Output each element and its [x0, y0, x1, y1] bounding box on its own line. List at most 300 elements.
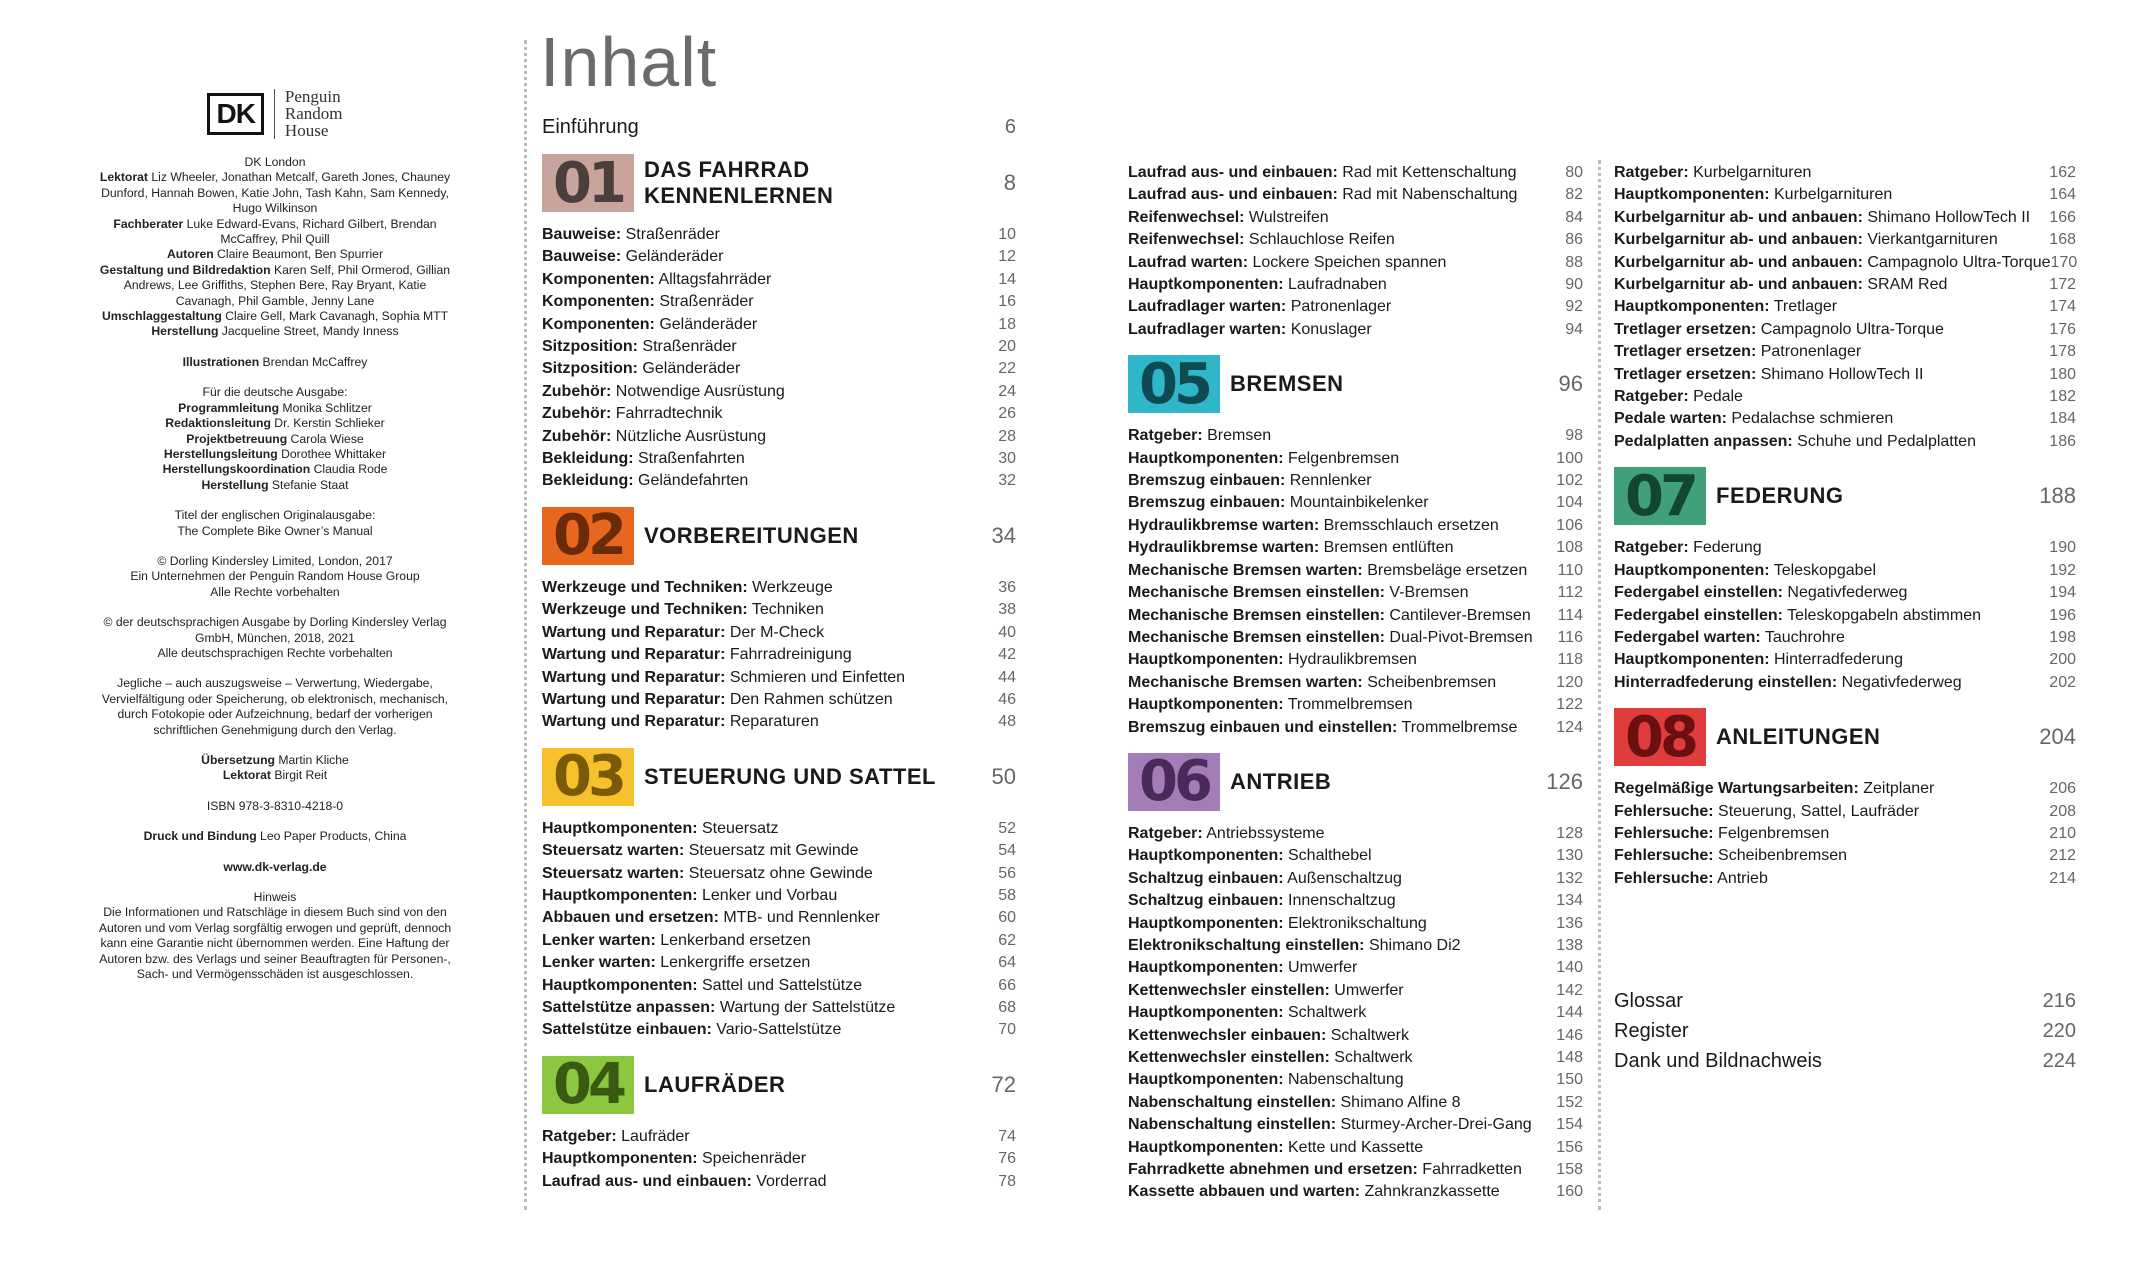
- toc-entry[interactable]: [542, 269, 1016, 291]
- toc-entry-topic: Ratgeber:: [1614, 388, 1689, 406]
- imprint-line: [95, 508, 455, 523]
- toc-entry-topic: Regelmäßige Wartungsarbeiten:: [1614, 780, 1859, 798]
- chapter-number-badge: 03: [542, 748, 634, 806]
- toc-entry[interactable]: [1128, 229, 1583, 251]
- toc-entry-subject: Antriebssysteme: [1202, 824, 1325, 842]
- toc-entry[interactable]: [1128, 1092, 1583, 1114]
- toc-entry-label: [1614, 274, 1947, 296]
- toc-entry[interactable]: [1614, 537, 2076, 559]
- toc-entry-page: 62: [998, 931, 1016, 949]
- toc-entry-subject: Lenker und Vorbau: [697, 886, 838, 904]
- toc-entry-label: [1128, 1159, 1522, 1181]
- toc-entry-topic: Reifenwechsel:: [1128, 208, 1245, 226]
- toc-entry[interactable]: [1128, 890, 1583, 912]
- toc-entry-topic: Lenker warten:: [542, 931, 656, 949]
- toc-entry-topic: Federgabel einstellen:: [1614, 606, 1783, 624]
- toc-entry[interactable]: [1614, 627, 2076, 649]
- toc-entry[interactable]: [1614, 408, 2076, 430]
- toc-entry-subject: Geländeräder: [654, 315, 758, 333]
- toc-entry[interactable]: [542, 1019, 1016, 1041]
- toc-entry-label: [542, 1126, 690, 1148]
- toc-entry-topic: Kassette abbauen und warten:: [1128, 1183, 1361, 1201]
- toc-entry[interactable]: [1614, 386, 2076, 408]
- toc-entry[interactable]: [542, 358, 1016, 380]
- toc-entry[interactable]: [1128, 582, 1583, 604]
- toc-entry[interactable]: [1614, 431, 2076, 453]
- toc-entry[interactable]: [1128, 252, 1583, 274]
- toc-entry-label: [1128, 1114, 1532, 1136]
- toc-entry[interactable]: [542, 644, 1016, 666]
- chapter-number-badge: 02: [542, 507, 634, 565]
- toc-entry-label: [542, 426, 766, 448]
- toc-entry-label: [1128, 980, 1404, 1002]
- toc-entry[interactable]: [1128, 717, 1583, 739]
- toc-entry-topic: Wartung und Reparatur:: [542, 713, 726, 731]
- chapter-heading-02[interactable]: [542, 503, 1016, 569]
- toc-entry-page: 210: [2049, 824, 2076, 842]
- toc-entry-topic: Bremszug einbauen und einstellen:: [1128, 718, 1398, 736]
- toc-entry[interactable]: [1128, 560, 1583, 582]
- imprint-column: [95, 88, 455, 982]
- toc-entry-topic: Kurbelgarnitur ab- und anbauen:: [1614, 208, 1863, 226]
- toc-entry-label: [1128, 627, 1533, 649]
- toc-entry[interactable]: [542, 1171, 1016, 1193]
- toc-entry-topic: Ratgeber:: [542, 1127, 617, 1145]
- toc-entry-subject: Rennlenker: [1285, 472, 1372, 490]
- chapter-heading-07[interactable]: [1614, 463, 2076, 529]
- imprint-label: Druck und Bindung: [143, 829, 257, 844]
- imprint-gap: [95, 784, 455, 799]
- toc-entry-subject: Patronenlager: [1286, 298, 1392, 316]
- imprint-line: [95, 478, 455, 493]
- toc-entry-subject: Shimano Alfine 8: [1336, 1093, 1461, 1111]
- chapter-heading-04[interactable]: [542, 1052, 1016, 1118]
- toc-entry-label: [1128, 649, 1417, 671]
- toc-entry-page: 30: [998, 450, 1016, 468]
- toc-entry-topic: Hauptkomponenten:: [1614, 186, 1770, 204]
- toc-entry-page: 182: [2049, 388, 2076, 406]
- chapter-page: 50: [991, 763, 1016, 789]
- toc-entry[interactable]: [1128, 207, 1583, 229]
- toc-entry-page: 116: [1557, 628, 1583, 646]
- toc-entry[interactable]: [1614, 823, 2076, 845]
- toc-entry-topic: Hauptkomponenten:: [1128, 1138, 1284, 1156]
- toc-entry[interactable]: [1614, 252, 2076, 274]
- toc-entry-subject: Trommelbremse: [1397, 718, 1518, 736]
- toc-entry-subject: Innenschaltzug: [1283, 892, 1396, 910]
- toc-entry[interactable]: [1128, 627, 1583, 649]
- toc-entry-topic: Komponenten:: [542, 315, 655, 333]
- toc-entry-subject: Schalthebel: [1283, 847, 1372, 865]
- toc-entry-label: [1128, 470, 1372, 492]
- toc-entry[interactable]: [1128, 823, 1583, 845]
- toc-entry-topic: Hauptkomponenten:: [1614, 561, 1770, 579]
- toc-entry[interactable]: [1614, 778, 2076, 800]
- toc-entry-page: 134: [1556, 892, 1583, 910]
- toc-entry-topic: Tretlager ersetzen:: [1614, 320, 1757, 338]
- toc-entry-topic: Werkzeuge und Techniken:: [542, 578, 748, 596]
- imprint-line: [95, 554, 455, 569]
- chapter-heading-03[interactable]: [542, 744, 1016, 810]
- toc-entry-topic: Laufradlager warten:: [1128, 320, 1287, 338]
- toc-entry[interactable]: [1128, 296, 1583, 318]
- toc-entry-subject: Der M-Check: [725, 623, 825, 641]
- toc-entry-label: [542, 269, 771, 291]
- toc-entry[interactable]: [1128, 672, 1583, 694]
- toc-entry-label: [542, 381, 785, 403]
- imprint-text: © der deutschsprachigen Ausgabe by Dorling Kindersley Verlag GmbH, München, 2018, 2021: [103, 615, 447, 645]
- chapter-number-badge: 04: [542, 1056, 634, 1114]
- toc-entry-subject: Lockere Speichen spannen: [1248, 253, 1447, 271]
- toc-entry[interactable]: [1128, 425, 1583, 447]
- toc-entry-topic: Hauptkomponenten:: [542, 886, 698, 904]
- toc-entry-topic: Hauptkomponenten:: [542, 1150, 698, 1168]
- toc-entry[interactable]: [1128, 448, 1583, 470]
- chapter-heading-08[interactable]: [1614, 704, 2076, 770]
- imprint-text: Für die deutsche Ausgabe:: [202, 385, 348, 400]
- endmatter-entry[interactable]: [1614, 1046, 2076, 1076]
- imprint-text: Carola Wiese: [287, 431, 364, 446]
- toc-entry-topic: Fehlersuche:: [1614, 824, 1714, 842]
- imprint-text: Claire Beaumont, Ben Spurrier: [213, 247, 384, 262]
- toc-entry[interactable]: [1614, 560, 2076, 582]
- toc-entry-page: 14: [998, 270, 1016, 288]
- toc-entry-topic: Hauptkomponenten:: [1128, 449, 1284, 467]
- imprint-text: Dr. Kerstin Schlieker: [270, 416, 385, 431]
- prh-logo: Penguin Random House: [284, 87, 343, 140]
- toc-entry-label: [1128, 1181, 1500, 1203]
- toc-entry-page: 146: [1556, 1026, 1583, 1044]
- imprint-line: [95, 585, 455, 600]
- toc-entry[interactable]: [1128, 537, 1583, 559]
- toc-entry[interactable]: [1614, 184, 2076, 206]
- toc-entry[interactable]: [1614, 341, 2076, 363]
- toc-entry[interactable]: [542, 403, 1016, 425]
- toc-entry[interactable]: [1128, 515, 1583, 537]
- toc-entry-label: [542, 577, 833, 599]
- toc-entry-topic: Laufrad aus- und einbauen:: [1128, 186, 1338, 204]
- toc-entry[interactable]: [1128, 1114, 1583, 1136]
- toc-entry[interactable]: [1128, 935, 1583, 957]
- toc-entry-label: [1614, 184, 1892, 206]
- toc-entry-subject: Scheibenbremsen: [1713, 847, 1848, 865]
- toc-entry-subject: SRAM Red: [1862, 276, 1948, 294]
- toc-entry-page: 170: [2050, 253, 2078, 271]
- toc-column-3-entries: [1614, 162, 2076, 890]
- toc-entry-subject: Tauchrohre: [1760, 628, 1845, 646]
- toc-entry[interactable]: [542, 599, 1016, 621]
- toc-entry[interactable]: [542, 952, 1016, 974]
- toc-entry-page: 184: [2049, 410, 2076, 428]
- toc-entry[interactable]: [542, 975, 1016, 997]
- imprint-label: Herstellung: [151, 324, 219, 339]
- toc-entry-topic: Hauptkomponenten:: [1614, 298, 1770, 316]
- toc-entry-page: 40: [998, 623, 1016, 641]
- toc-entry[interactable]: [1614, 801, 2076, 823]
- toc-entry[interactable]: [542, 291, 1016, 313]
- toc-entry-topic: Bekleidung:: [542, 472, 634, 490]
- chapter-number-badge: 05: [1128, 355, 1220, 413]
- imprint-line: [95, 432, 455, 447]
- toc-entry[interactable]: [1614, 649, 2076, 671]
- toc-entry-subject: Campagnolo Ultra-Torque: [1756, 320, 1944, 338]
- toc-entry[interactable]: [1128, 605, 1583, 627]
- toc-entry-page: 138: [1556, 936, 1583, 954]
- toc-entry-subject: Umwerfer: [1329, 981, 1404, 999]
- toc-entry[interactable]: [542, 863, 1016, 885]
- toc-entry[interactable]: [1128, 649, 1583, 671]
- toc-entry-page: 176: [2049, 320, 2076, 338]
- toc-entry[interactable]: [542, 907, 1016, 929]
- toc-entry-topic: Hauptkomponenten:: [542, 976, 698, 994]
- chapter-number-badge: 01: [542, 154, 634, 212]
- toc-entry[interactable]: [1128, 1137, 1583, 1159]
- toc-entry-topic: Hauptkomponenten:: [1128, 276, 1284, 294]
- toc-entry-subject: Lenkergriffe ersetzen: [655, 954, 811, 972]
- toc-entry-page: 80: [1565, 164, 1583, 181]
- toc-entry-page: 142: [1556, 981, 1583, 999]
- imprint-line: [95, 569, 455, 584]
- toc-entry[interactable]: [542, 885, 1016, 907]
- toc-entry-page: 206: [2049, 780, 2076, 798]
- toc-entry[interactable]: [542, 840, 1016, 862]
- toc-entry[interactable]: [542, 336, 1016, 358]
- toc-entry-topic: Nabenschaltung einstellen:: [1128, 1093, 1337, 1111]
- toc-entry[interactable]: [1128, 1025, 1583, 1047]
- endmatter-entry[interactable]: [1614, 986, 2076, 1016]
- chapter-title: ANLEITUNGEN: [1716, 724, 1881, 750]
- imprint-line: [95, 860, 455, 875]
- chapter-page: 96: [1558, 371, 1583, 397]
- toc-entry[interactable]: [1614, 296, 2076, 318]
- toc-entry[interactable]: [1614, 162, 2076, 184]
- toc-intro[interactable]: [542, 114, 1016, 140]
- toc-entry-page: 120: [1556, 673, 1583, 691]
- toc-entry[interactable]: [1128, 1002, 1583, 1024]
- toc-entry-topic: Laufrad warten:: [1128, 253, 1249, 271]
- toc-entry-topic: Schaltzug einbauen:: [1128, 869, 1284, 887]
- toc-entry-subject: Geländeräder: [637, 360, 741, 378]
- toc-entry-page: 36: [998, 578, 1016, 596]
- toc-entry[interactable]: [542, 818, 1016, 840]
- toc-entry[interactable]: [542, 667, 1016, 689]
- toc-entry[interactable]: [542, 448, 1016, 470]
- toc-entry-page: 144: [1556, 1004, 1583, 1022]
- toc-entry[interactable]: [1128, 694, 1583, 716]
- toc-entry-page: 112: [1557, 584, 1583, 602]
- toc-entry-page: 118: [1557, 651, 1583, 669]
- toc-entry-label: [1128, 229, 1395, 251]
- toc-entry-label: [542, 711, 819, 733]
- imprint-line: [95, 799, 455, 814]
- toc-entry[interactable]: [542, 689, 1016, 711]
- toc-entry[interactable]: [1614, 845, 2076, 867]
- toc-entry[interactable]: [542, 577, 1016, 599]
- toc-entry[interactable]: [1128, 274, 1583, 296]
- toc-entry-subject: Straßenräder: [637, 338, 737, 356]
- toc-entry[interactable]: [542, 930, 1016, 952]
- toc-entry-page: 86: [1565, 231, 1583, 249]
- toc-entry[interactable]: [1614, 207, 2076, 229]
- imprint-line: [95, 217, 455, 248]
- toc-entry-label: [542, 448, 745, 470]
- toc-entry-page: 58: [998, 886, 1016, 904]
- toc-entry[interactable]: [1128, 1159, 1583, 1181]
- imprint-label: Redaktionsleitung: [165, 416, 271, 431]
- toc-entry-page: 132: [1556, 869, 1583, 887]
- toc-entry-topic: Kettenwechsler einstellen:: [1128, 981, 1330, 999]
- toc-entry-subject: Dual-Pivot-Bremsen: [1384, 628, 1533, 646]
- imprint-text: Hinweis: [253, 890, 297, 905]
- toc-entry[interactable]: [1614, 274, 2076, 296]
- toc-entry-topic: Kurbelgarnitur ab- und anbauen:: [1614, 276, 1863, 294]
- toc-entry[interactable]: [1128, 980, 1583, 1002]
- toc-entry-subject: Cantilever-Bremsen: [1384, 606, 1531, 624]
- toc-entry[interactable]: [1128, 957, 1583, 979]
- toc-entry-subject: Schaltwerk: [1326, 1026, 1409, 1044]
- chapter-heading-05[interactable]: [1128, 351, 1583, 417]
- imprint-line: [95, 324, 455, 339]
- chapter-heading-01[interactable]: [542, 150, 1016, 216]
- toc-entry-page: 26: [998, 405, 1016, 423]
- toc-entry[interactable]: [1128, 492, 1583, 514]
- toc-entry[interactable]: [542, 1148, 1016, 1170]
- toc-entry-label: [542, 907, 880, 929]
- imprint-label: Illustrationen: [182, 354, 260, 369]
- toc-entry[interactable]: [1128, 162, 1583, 184]
- toc-entry-label: [1128, 425, 1271, 447]
- toc-entry-label: [1128, 184, 1517, 206]
- toc-entry-page: 92: [1565, 298, 1583, 316]
- toc-entry-topic: Werkzeuge und Techniken:: [542, 601, 748, 619]
- toc-entry[interactable]: [1614, 605, 2076, 627]
- toc-entry-page: 198: [2049, 628, 2076, 646]
- toc-entry-label: [1614, 537, 1762, 559]
- toc-entry[interactable]: [1128, 1181, 1583, 1203]
- toc-entry-topic: Kurbelgarnitur ab- und anbauen:: [1614, 253, 1863, 271]
- toc-entry-label: [1128, 1002, 1366, 1024]
- intro-label: Einführung: [542, 116, 639, 138]
- toc-entry-label: [1128, 717, 1517, 739]
- imprint-line: [95, 416, 455, 431]
- toc-entry-label: [1614, 868, 1768, 890]
- toc-entry-page: 54: [998, 842, 1016, 860]
- toc-entry-label: [1614, 627, 1845, 649]
- toc-entry-page: 164: [2049, 186, 2076, 204]
- toc-entry-label: [542, 470, 748, 492]
- toc-entry[interactable]: [1614, 364, 2076, 386]
- toc-entry-topic: Mechanische Bremsen warten:: [1128, 561, 1363, 579]
- imprint-text: The Complete Bike Owner’s Manual: [177, 523, 373, 538]
- toc-entry-subject: Patronenlager: [1756, 343, 1862, 361]
- toc-entry-page: 174: [2049, 298, 2076, 316]
- toc-entry-subject: Shimano HollowTech II: [1862, 208, 2031, 226]
- toc-entry-label: [1128, 694, 1412, 716]
- toc-entry[interactable]: [1614, 582, 2076, 604]
- toc-entry[interactable]: [1128, 319, 1583, 341]
- toc-entry-subject: Steuersatz ohne Gewinde: [684, 864, 873, 882]
- toc-entry-topic: Tretlager ersetzen:: [1614, 343, 1757, 361]
- toc-entry[interactable]: [1614, 319, 2076, 341]
- chapter-title: VORBEREITUNGEN: [644, 522, 859, 548]
- chapter-number-badge: 08: [1614, 708, 1706, 766]
- toc-entry[interactable]: [542, 470, 1016, 492]
- toc-column-1: [542, 114, 1016, 1193]
- toc-entry-page: 64: [998, 954, 1016, 972]
- toc-entry-label: [1614, 778, 1934, 800]
- toc-entry-label: [1128, 935, 1461, 957]
- toc-entry[interactable]: [542, 622, 1016, 644]
- toc-entry-topic: Hydraulikbremse warten:: [1128, 516, 1320, 534]
- logo-separator: [274, 89, 275, 139]
- toc-entry-subject: Alltagsfahrräder: [654, 270, 772, 288]
- chapter-heading-06[interactable]: [1128, 749, 1583, 815]
- toc-entry[interactable]: [1614, 868, 2076, 890]
- toc-entry[interactable]: [1128, 913, 1583, 935]
- imprint-text: Ein Unternehmen der Penguin Random House Group: [130, 569, 420, 584]
- imprint-label: Autoren: [166, 247, 214, 262]
- toc-entry[interactable]: [1128, 868, 1583, 890]
- imprint-text: Karen Self, Phil Ormerod, Gillian Andrews, Lee Griffiths, Stephen Bere, Ray Bryant, Katie Cavanagh, Phil Gamble, Jenny Lane: [123, 262, 451, 308]
- toc-entry-label: [1614, 252, 2051, 274]
- toc-entry-topic: Sitzposition:: [542, 360, 638, 378]
- toc-entry-label: [1128, 515, 1499, 537]
- toc-entry-page: 156: [1556, 1138, 1583, 1156]
- toc-entry-subject: Steuersatz: [697, 819, 779, 837]
- toc-entry[interactable]: [1128, 1069, 1583, 1091]
- toc-entry-page: 90: [1565, 276, 1583, 294]
- toc-entry[interactable]: [1614, 229, 2076, 251]
- toc-entry[interactable]: [542, 381, 1016, 403]
- toc-entry[interactable]: [1128, 1047, 1583, 1069]
- imprint-line: [95, 829, 455, 844]
- chapter-page: 72: [991, 1071, 1016, 1097]
- imprint-text: Claire Gell, Mark Cavanagh, Sophia MTT: [221, 309, 449, 324]
- toc-entry[interactable]: [542, 1126, 1016, 1148]
- toc-entry[interactable]: [1128, 470, 1583, 492]
- toc-entry-label: [1128, 319, 1372, 341]
- toc-entry-subject: Bremsbeläge ersetzen: [1362, 561, 1528, 579]
- toc-entry[interactable]: [1128, 184, 1583, 206]
- toc-entry-label: [1128, 957, 1357, 979]
- toc-entry-label: [542, 1019, 841, 1041]
- toc-entry[interactable]: [542, 224, 1016, 246]
- toc-entry-page: 32: [998, 472, 1016, 490]
- toc-entry-label: [1128, 1025, 1409, 1047]
- toc-entry-page: 172: [2049, 276, 2076, 294]
- toc-entry-label: [542, 403, 723, 425]
- toc-entry-page: 94: [1565, 320, 1583, 338]
- toc-entry[interactable]: [542, 314, 1016, 336]
- imprint-text: Titel der englischen Originalausgabe:: [174, 508, 376, 523]
- toc-entry[interactable]: [542, 711, 1016, 733]
- toc-entry[interactable]: [542, 246, 1016, 268]
- toc-entry[interactable]: [542, 997, 1016, 1019]
- toc-entry[interactable]: [1614, 672, 2076, 694]
- toc-entry-label: [1128, 537, 1453, 559]
- toc-entry-topic: Hinterradfederung einstellen:: [1614, 673, 1838, 691]
- toc-entry-subject: Tretlager: [1769, 298, 1838, 316]
- toc-entry-topic: Hydraulikbremse warten:: [1128, 539, 1320, 557]
- toc-entry-subject: Techniken: [747, 601, 824, 619]
- toc-entry-label: [542, 863, 873, 885]
- toc-entry-page: 20: [998, 338, 1016, 356]
- toc-entry-subject: Speichenräder: [697, 1150, 807, 1168]
- endmatter-entry[interactable]: [1614, 1016, 2076, 1046]
- toc-entry[interactable]: [542, 426, 1016, 448]
- toc-entry[interactable]: [1128, 845, 1583, 867]
- imprint-line: [95, 768, 455, 783]
